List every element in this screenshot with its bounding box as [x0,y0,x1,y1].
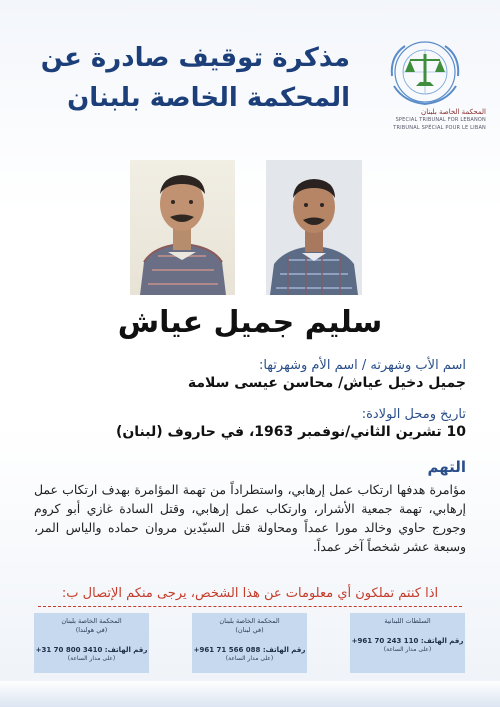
contact-box-subtitle: (في هولندا) [75,626,108,634]
contact-box-stl-netherlands [34,613,149,673]
contact-box-lebanese-authorities [350,613,465,673]
contact-box-phone[interactable]: رقم الهاتف: 110 243 70 961+ [351,637,464,645]
contact-box-title: المحكمة الخاصة بلبنان [61,617,122,625]
birth-value: 10 تشرين الثاني/نوفمبر 1963، في حاروف (لبنان) [115,424,466,440]
contact-box-phone[interactable]: رقم الهاتف: 3410 800 70 31+ [35,646,148,654]
contact-box-note: (على مدار الساعة) [225,655,274,662]
logo-caption [366,108,486,132]
contact-divider [38,606,462,607]
footer-band [0,681,500,707]
suspect-name: سليم جميل عياش [117,305,383,340]
parents-value: جميل دخيل عياش/ محاسن عيسى سلامة [187,375,466,391]
contact-box-subtitle: (في لبنان) [235,626,264,634]
contact-box-title: المحكمة الخاصة بلبنان [219,617,280,625]
contact-box-note: (على مدار الساعة) [383,646,432,653]
contact-prompt: اذا كنتم تملكون أي معلومات عن هذا الشخص، يرجى منكم الإتصال ب: [61,586,439,601]
suspect-photo-1 [130,160,235,295]
parents-label: اسم الأب وشهرته / اسم الأم وشهرتها: [258,358,466,373]
charges-text: مؤامرة هدفها ارتكاب عمل إرهابي، واستطراداً من تهمة المؤامرة بهدف ارتكاب عمل إرهابي، تهمة جمعية الأشرار، وارتكاب عمل إرهابي، وقتل السادة غازي أبو كروم وجورج حاوي وخالد مورا عمداً ومحاولة قتل السيّدين مروان حماده والياس المر، وسبعة عشر شخصاً آخر عمداً. [34,482,466,554]
logo-text-french: TRIBUNAL SPÉCIAL POUR LE LIBAN [393,125,486,131]
logo-text-english: SPECIAL TRIBUNAL FOR LEBANON [395,117,486,123]
charges-title: التهم [427,458,466,476]
contact-box-note: (على مدار الساعة) [67,655,116,662]
birth-section [34,406,466,442]
contact-box-title: السلطات اللبنانية [384,617,431,625]
contact-box-phone[interactable]: رقم الهاتف: 088 566 71 961+ [193,646,306,654]
title-line-2: المحكمة الخاصة بلبنان [67,83,350,113]
birth-label: تاريخ ومحل الولادة: [361,407,466,422]
parents-section [34,357,466,393]
logo-text-arabic: المحكمة الخاصة بلبنان [421,108,486,116]
title-line-1: مذكرة توقيف صادرة عن [40,43,350,73]
contact-box-stl-lebanon [192,613,307,673]
page-title [40,38,350,118]
suspect-photo-2 [266,160,362,295]
